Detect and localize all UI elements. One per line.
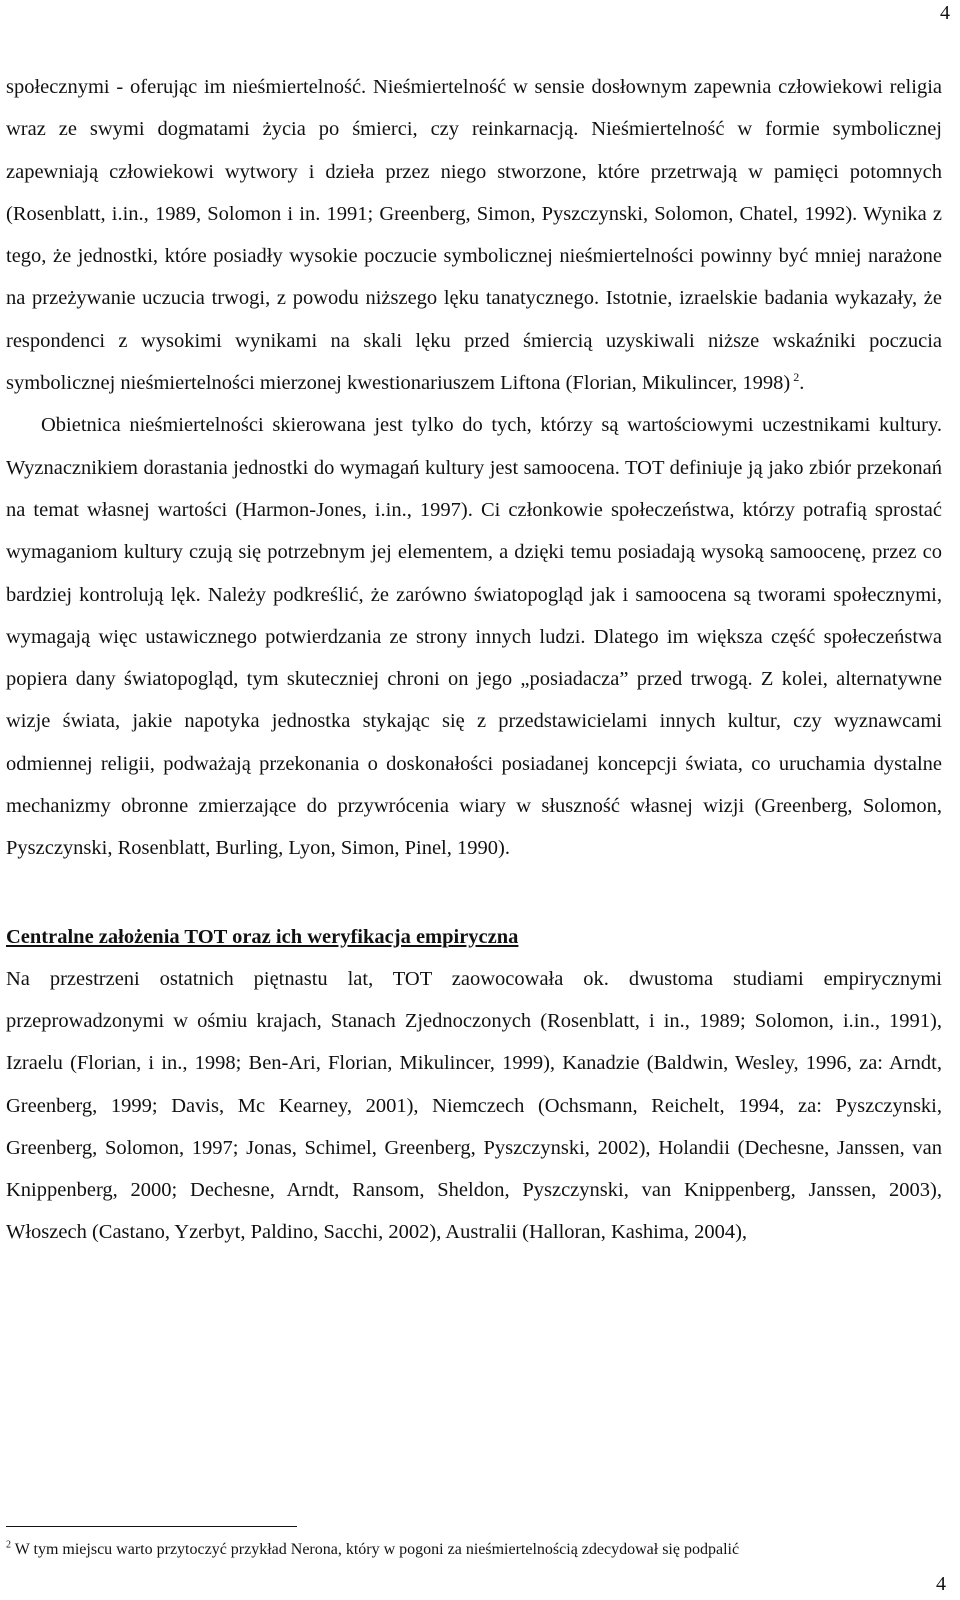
paragraph-empirical-studies: Na przestrzeni ostatnich piętnastu lat, TOT zaowocowała ok. dwustoma studiami empirycznymi przeprowadzonymi w ośmiu krajach, Stanach Zjednoczonych (Rosenblatt, i in., 1989; Solomon, i.in., 1991), Izraelu (Florian, i in., 1998; Ben-Ari, Florian, Mikulincer, 1999), Kanadzie (Baldwin, Wesley, 1996, za: Arndt, Greenberg, 1999; Davis, Mc Kearney, 2001), Niemczech (Ochsmann, Reichelt, 1994, za: Pyszczynski, Greenberg, Solomon, 1997; Jonas, Schimel, Greenberg, Pyszczynski, 2002), Holandii (Dechesne, Janssen, van Knippenberg, 2000; Dechesne, Arndt, Ransom, Sheldon, Pyszczynski, van Knippenberg, Janssen, 2003), Włoszech (Castano, Yzerbyt, Paldino, Sacchi, 2002), Australii (Halloran, Kashima, 2004),: [6, 967, 942, 1244]
paragraph-end: .: [799, 372, 805, 395]
paragraph-self-esteem: Obietnica nieśmiertelności skierowana jest tylko do tych, którzy są wartościowymi uczestnikami kultury. Wyznacznikiem dorastania jednostki do wymagań kultury jest samoocena. TOT definiuje ją jako zbiór przekonań na temat własnej wartości (Harmon-Jones, i.in., 1997). Ci członkowie społeczeństwa, którzy potrafią sprostać wymaganiom kultury czują się potrzebnym jej elementem, a dzięki temu posiadają wysoką samoocenę, przez co bardziej kontrolują lęk. Należy podkreślić, że zarówno światopogląd jak i samoocena są tworami społecznymi, wymagają więc ustawicznego potwierdzania ze strony innych ludzi. Dlatego im większa część społeczeństwa popiera dany światopogląd, tym skuteczniej chroni on jego „posiadacza” przed trwogą. Z kolei, alternatywne wizje świata, jakie napotyka jednostka stykając się z przedstawicielami innych kultur, czy wyznawcami odmiennej religii, podważają przekonania o doskonałości posiadanej koncepcji świata, co uruchamia dystalne mechanizmy obronne zmierzające do przywrócenia wiary w słuszność własnej wizji (Greenberg, Solomon, Pyszczynski, Rosenblatt, Burling, Lyon, Simon, Pinel, 1990).: [6, 414, 942, 860]
footnote-divider: [6, 1526, 297, 1527]
page-number-bottom: 4: [936, 1573, 946, 1595]
footnote-marker: 2: [6, 1540, 11, 1551]
section-heading: Centralne założenia TOT oraz ich weryfikacja empiryczna: [6, 925, 519, 948]
footnote: [6, 1540, 942, 1560]
page-number-top: 4: [940, 2, 950, 24]
footnote-reference[interactable]: 2: [793, 370, 800, 385]
paragraph-text: społecznymi - oferując im nieśmiertelność. Nieśmiertelność w sensie dosłownym zapewnia człowiekowi religia wraz ze swymi dogmatami życia po śmierci, czy reinkarnacją. Nieśmiertelność w formie symbolicznej zapewniają człowiekowi wytwory i dzieła przez niego stworzone, które przetrwają w pamięci potomnych (Rosenblatt, i.in., 1989, Solomon i in. 1991; Greenberg, Simon, Pyszczynski, Solomon, Chatel, 1992). Wynika z tego, że jednostki, które posiadły wysokie poczucie symbolicznej nieśmiertelności powinny być mniej narażone na przeżywanie uczucia trwogi, z powodu niższego lęku tanatycznego. Istotnie, izraelskie badania wykazały, że respondenci z wysokimi wynikami na skali lęku przed śmiercią uzyskiwali niższe wskaźniki poczucia symbolicznej nieśmiertelności mierzonej kwestionariuszem Liftona (Florian, Mikulincer, 1998): [6, 76, 942, 395]
footnote-text: W tym miejscu warto przytoczyć przykład Nerona, który w pogoni za nieśmiertelnością zdecydował się podpalić: [11, 1541, 740, 1558]
page-content: [6, 66, 942, 1254]
paragraph-symbolic-immortality: [6, 66, 942, 404]
